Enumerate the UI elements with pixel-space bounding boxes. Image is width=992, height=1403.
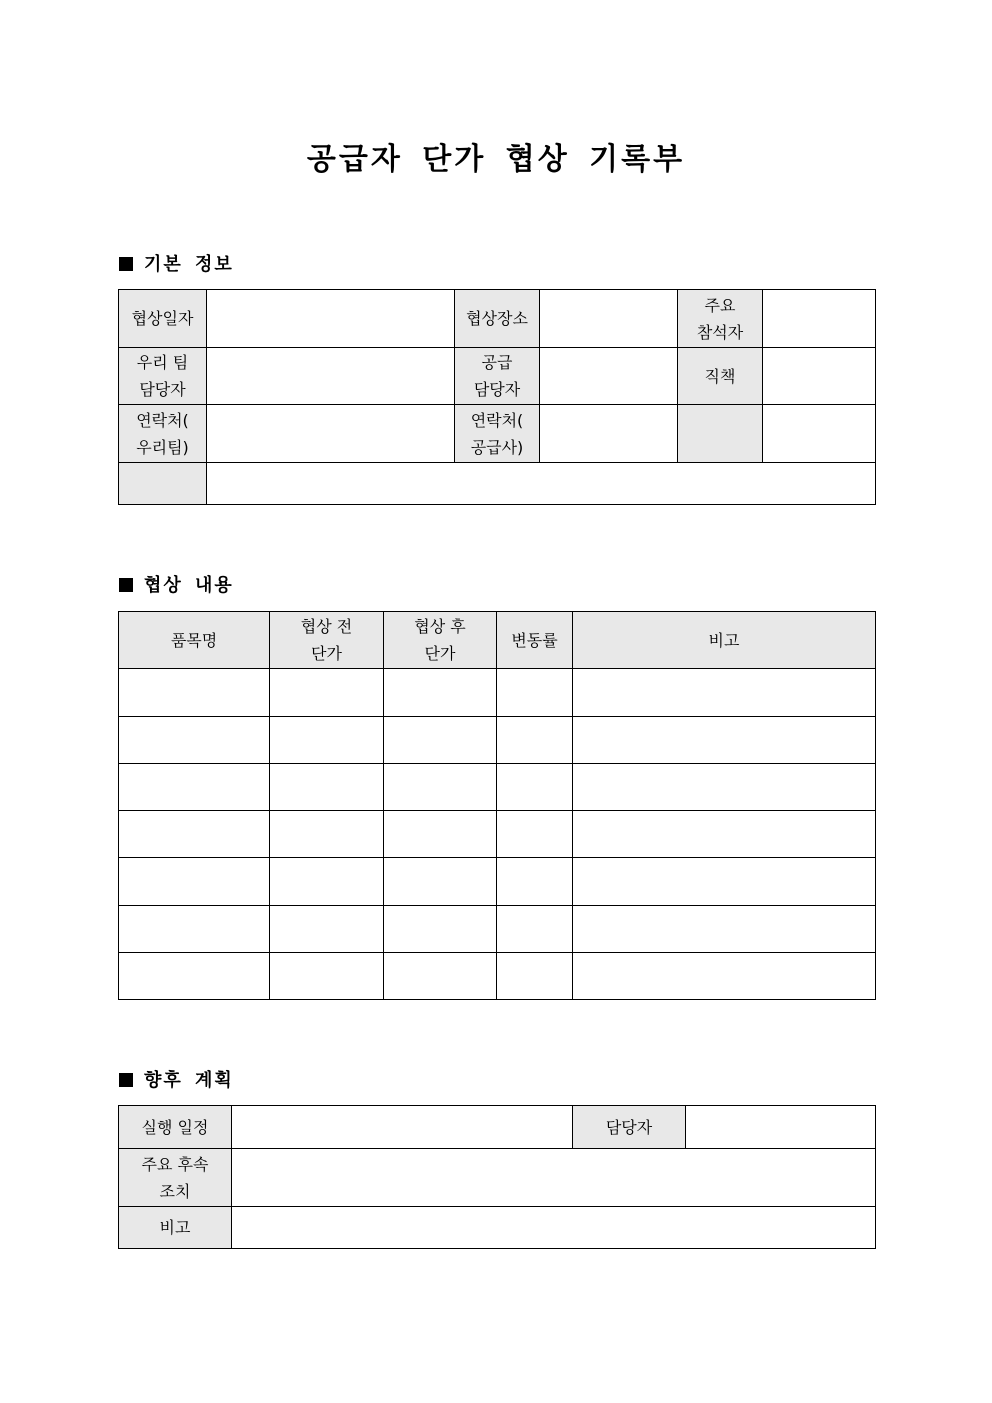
section-heading-text: 향후 계획 (144, 1070, 234, 1091)
cell-price-before[interactable] (270, 858, 384, 906)
cell-item-name[interactable] (119, 858, 270, 906)
cell-price-after[interactable] (384, 669, 497, 717)
column-header-item-name: 품목명 (119, 612, 270, 669)
cell-price-before[interactable] (270, 811, 384, 858)
cell-item-name[interactable] (119, 906, 270, 953)
cell-change-rate[interactable] (497, 669, 573, 717)
label-contact-our-team: 연락처( 우리팀) (119, 405, 207, 463)
label-extra (119, 463, 207, 505)
cell-note[interactable] (573, 906, 876, 953)
square-bullet-icon (119, 257, 133, 271)
page-title: 공급자 단가 협상 기록부 (306, 142, 686, 177)
table-row (119, 669, 876, 717)
cell-change-rate[interactable] (497, 906, 573, 953)
field-contact-supplier[interactable] (540, 405, 678, 463)
cell-price-before[interactable] (270, 669, 384, 717)
cell-item-name[interactable] (119, 953, 270, 1000)
label-negotiation-date: 협상일자 (119, 290, 207, 348)
cell-item-name[interactable] (119, 669, 270, 717)
square-bullet-icon (119, 1073, 133, 1087)
cell-price-after[interactable] (384, 717, 497, 764)
field-key-attendees[interactable] (763, 290, 876, 348)
section-heading-basic-info (119, 253, 234, 277)
cell-change-rate[interactable] (497, 717, 573, 764)
table-row (119, 906, 876, 953)
table-row (119, 811, 876, 858)
field-blank[interactable] (763, 405, 876, 463)
field-negotiation-place[interactable] (540, 290, 678, 348)
future-plan-table (118, 1105, 876, 1249)
cell-item-name[interactable] (119, 717, 270, 764)
table-row (119, 858, 876, 906)
cell-change-rate[interactable] (497, 811, 573, 858)
negotiation-table (118, 611, 876, 1000)
field-supplier-manager[interactable] (540, 348, 678, 405)
field-plan-manager[interactable] (686, 1106, 876, 1149)
column-header-note: 비고 (573, 612, 876, 669)
cell-note[interactable] (573, 811, 876, 858)
label-contact-supplier: 연락처( 공급사) (455, 405, 540, 463)
cell-price-before[interactable] (270, 953, 384, 1000)
section-heading-text: 기본 정보 (144, 254, 234, 275)
field-position[interactable] (763, 348, 876, 405)
basic-info-table (118, 289, 876, 505)
cell-price-before[interactable] (270, 906, 384, 953)
table-row (119, 764, 876, 811)
label-our-team-manager: 우리 팀 담당자 (119, 348, 207, 405)
table-row (119, 953, 876, 1000)
cell-price-after[interactable] (384, 811, 497, 858)
cell-note[interactable] (573, 764, 876, 811)
column-header-price-before: 협상 전 단가 (270, 612, 384, 669)
section-heading-future-plan (119, 1069, 234, 1093)
cell-note[interactable] (573, 717, 876, 764)
label-plan-manager: 담당자 (573, 1106, 686, 1149)
field-execution-schedule[interactable] (232, 1106, 573, 1149)
label-follow-up-actions: 주요 후속 조치 (119, 1149, 232, 1207)
field-extra[interactable] (207, 463, 876, 505)
label-plan-note: 비고 (119, 1207, 232, 1249)
cell-change-rate[interactable] (497, 764, 573, 811)
section-heading-text: 협상 내용 (144, 575, 234, 596)
square-bullet-icon (119, 578, 133, 592)
cell-note[interactable] (573, 953, 876, 1000)
cell-change-rate[interactable] (497, 953, 573, 1000)
field-plan-note[interactable] (232, 1207, 876, 1249)
field-follow-up-actions[interactable] (232, 1149, 876, 1207)
label-execution-schedule: 실행 일정 (119, 1106, 232, 1149)
field-our-team-manager[interactable] (207, 348, 455, 405)
cell-item-name[interactable] (119, 764, 270, 811)
cell-price-after[interactable] (384, 953, 497, 1000)
cell-price-before[interactable] (270, 764, 384, 811)
label-position: 직책 (678, 348, 763, 405)
table-row (119, 717, 876, 764)
label-blank (678, 405, 763, 463)
cell-note[interactable] (573, 669, 876, 717)
table-header-row (119, 612, 876, 669)
field-negotiation-date[interactable] (207, 290, 455, 348)
cell-item-name[interactable] (119, 811, 270, 858)
cell-price-after[interactable] (384, 858, 497, 906)
label-negotiation-place: 협상장소 (455, 290, 540, 348)
label-key-attendees: 주요 참석자 (678, 290, 763, 348)
column-header-price-after: 협상 후 단가 (384, 612, 497, 669)
cell-price-before[interactable] (270, 717, 384, 764)
column-header-change-rate: 변동률 (497, 612, 573, 669)
field-contact-our-team[interactable] (207, 405, 455, 463)
cell-change-rate[interactable] (497, 858, 573, 906)
label-supplier-manager: 공급 담당자 (455, 348, 540, 405)
section-heading-negotiation (119, 574, 234, 598)
cell-note[interactable] (573, 858, 876, 906)
cell-price-after[interactable] (384, 906, 497, 953)
cell-price-after[interactable] (384, 764, 497, 811)
